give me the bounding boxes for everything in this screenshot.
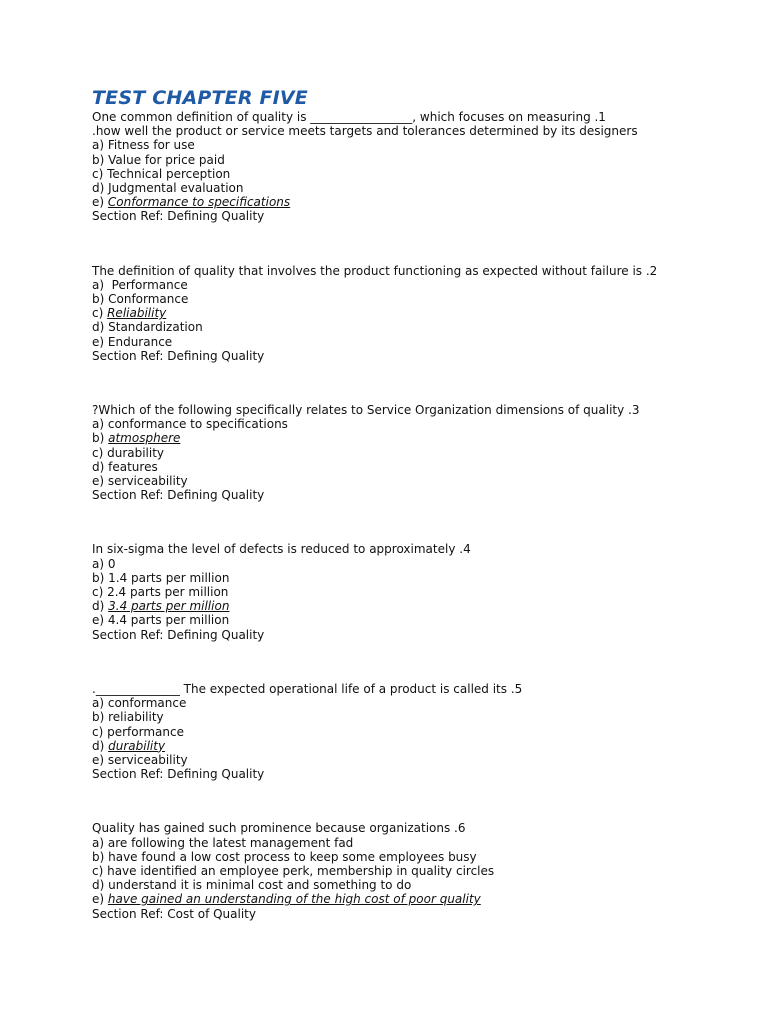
option-prefix: e) — [92, 334, 108, 349]
option-text: serviceability — [107, 752, 188, 767]
option-e — [92, 892, 672, 906]
option-d — [92, 878, 672, 892]
option-text: Judgmental evaluation — [108, 181, 244, 196]
correct-answer: Conformance to specifications — [107, 195, 291, 210]
option-b — [92, 571, 672, 585]
option-prefix: b) — [92, 431, 109, 446]
option-text: reliability — [108, 710, 164, 725]
test-page — [92, 86, 672, 921]
option-prefix: c) — [92, 445, 108, 460]
option-c — [92, 306, 672, 320]
option-prefix: c) — [92, 724, 108, 739]
option-prefix: d) — [92, 738, 109, 753]
option-a — [92, 278, 672, 292]
section-ref: Section Ref: Defining Quality — [92, 627, 265, 642]
option-e — [92, 335, 672, 349]
option-text: 1.4 parts per million — [108, 570, 230, 585]
question-3 — [92, 403, 672, 502]
option-text: Conformance — [108, 292, 189, 307]
option-prefix: b) — [92, 570, 109, 585]
option-a — [92, 696, 672, 710]
question-2 — [92, 264, 672, 363]
spacer — [92, 502, 672, 542]
correct-answer: atmosphere — [108, 431, 181, 446]
question-text-line: The definition of quality that involves the product functioning as expected without failure is .2 — [92, 263, 658, 278]
option-text: Value for price paid — [108, 152, 225, 167]
option-prefix: e) — [92, 474, 108, 489]
option-prefix: a) — [92, 556, 108, 571]
option-prefix: d) — [92, 459, 109, 474]
page-title: TEST CHAPTER FIVE — [92, 87, 308, 109]
correct-answer: 3.4 parts per million — [108, 599, 230, 614]
option-prefix: a) — [92, 835, 108, 850]
section-ref: Section Ref: Defining Quality — [92, 209, 265, 224]
option-text: durability — [107, 445, 165, 460]
spacer — [92, 781, 672, 821]
option-text: understand it is minimal cost and something to do — [108, 878, 412, 893]
option-a — [92, 417, 672, 431]
option-text: conformance — [107, 696, 187, 711]
correct-answer: durability — [108, 738, 166, 753]
option-prefix: a) — [92, 696, 108, 711]
section-ref: Section Ref: Defining Quality — [92, 348, 265, 363]
question-text-line: .how well the product or service meets targets and tolerances determined by its designers — [92, 124, 638, 139]
option-d — [92, 739, 672, 753]
option-text: have identified an employee perk, membership in quality circles — [107, 863, 495, 878]
option-prefix: c) — [92, 166, 108, 181]
option-text: Performance — [111, 277, 188, 292]
option-prefix: a) — [92, 417, 108, 432]
option-text: are following the latest management fad — [107, 835, 354, 850]
section-ref: Section Ref: Defining Quality — [92, 488, 265, 503]
section-ref: Section Ref: Cost of Quality — [92, 906, 256, 921]
option-text: Fitness for use — [107, 138, 195, 153]
option-prefix: a) — [92, 138, 108, 153]
option-text: features — [108, 459, 158, 474]
option-a — [92, 557, 672, 571]
option-a — [92, 836, 672, 850]
question-4 — [92, 542, 672, 641]
option-d — [92, 460, 672, 474]
option-prefix: c) — [92, 585, 108, 600]
question-1 — [92, 110, 672, 224]
option-b — [92, 710, 672, 724]
spacer — [92, 642, 672, 682]
option-a — [92, 138, 672, 152]
option-d — [92, 181, 672, 195]
option-b — [92, 292, 672, 306]
question-text-line: ?Which of the following specifically relates to Service Organization dimensions of quality .3 — [92, 403, 640, 418]
option-c — [92, 585, 672, 599]
question-text-line: .______________ The expected operational life of a product is called its .5 — [92, 681, 523, 696]
option-text: 0 — [107, 556, 116, 571]
spacer — [92, 224, 672, 264]
option-prefix: b) — [92, 849, 109, 864]
option-text: 4.4 parts per million — [107, 613, 230, 628]
option-text: performance — [107, 724, 184, 739]
section-ref: Section Ref: Defining Quality — [92, 767, 265, 782]
option-b — [92, 850, 672, 864]
option-b — [92, 153, 672, 167]
question-text-line: Quality has gained such prominence because organizations .6 — [92, 821, 466, 836]
option-e — [92, 613, 672, 627]
option-text: serviceability — [107, 474, 188, 489]
option-prefix: b) — [92, 292, 109, 307]
option-d — [92, 320, 672, 334]
option-b — [92, 431, 672, 445]
option-prefix: d) — [92, 320, 109, 335]
option-c — [92, 725, 672, 739]
option-prefix: d) — [92, 181, 109, 196]
option-prefix: c) — [92, 306, 108, 321]
option-prefix: b) — [92, 710, 109, 725]
option-prefix: d) — [92, 599, 109, 614]
option-c — [92, 446, 672, 460]
option-text: 2.4 parts per million — [107, 585, 229, 600]
option-e — [92, 753, 672, 767]
correct-answer: have gained an understanding of the high cost of poor quality — [107, 892, 481, 907]
question-6 — [92, 821, 672, 920]
option-prefix: e) — [92, 195, 108, 210]
option-prefix: d) — [92, 878, 109, 893]
option-text: Standardization — [108, 320, 203, 335]
option-prefix: b) — [92, 152, 109, 167]
option-d — [92, 599, 672, 613]
correct-answer: Reliability — [107, 306, 167, 321]
option-text: conformance to specifications — [107, 417, 288, 432]
option-prefix: a) — [92, 277, 112, 292]
question-5 — [92, 682, 672, 781]
option-text: Endurance — [107, 334, 173, 349]
option-c — [92, 864, 672, 878]
option-prefix: c) — [92, 863, 108, 878]
option-e — [92, 195, 672, 209]
option-e — [92, 474, 672, 488]
option-prefix: e) — [92, 613, 108, 628]
spacer — [92, 363, 672, 403]
question-text-line: One common definition of quality is _________________, which focuses on measuring .1 — [92, 110, 606, 124]
option-prefix: e) — [92, 752, 108, 767]
question-text-line: In six-sigma the level of defects is reduced to approximately .4 — [92, 542, 471, 557]
option-c — [92, 167, 672, 181]
option-text: have found a low cost process to keep some employees busy — [108, 849, 477, 864]
option-prefix: e) — [92, 892, 108, 907]
option-text: Technical perception — [107, 166, 231, 181]
